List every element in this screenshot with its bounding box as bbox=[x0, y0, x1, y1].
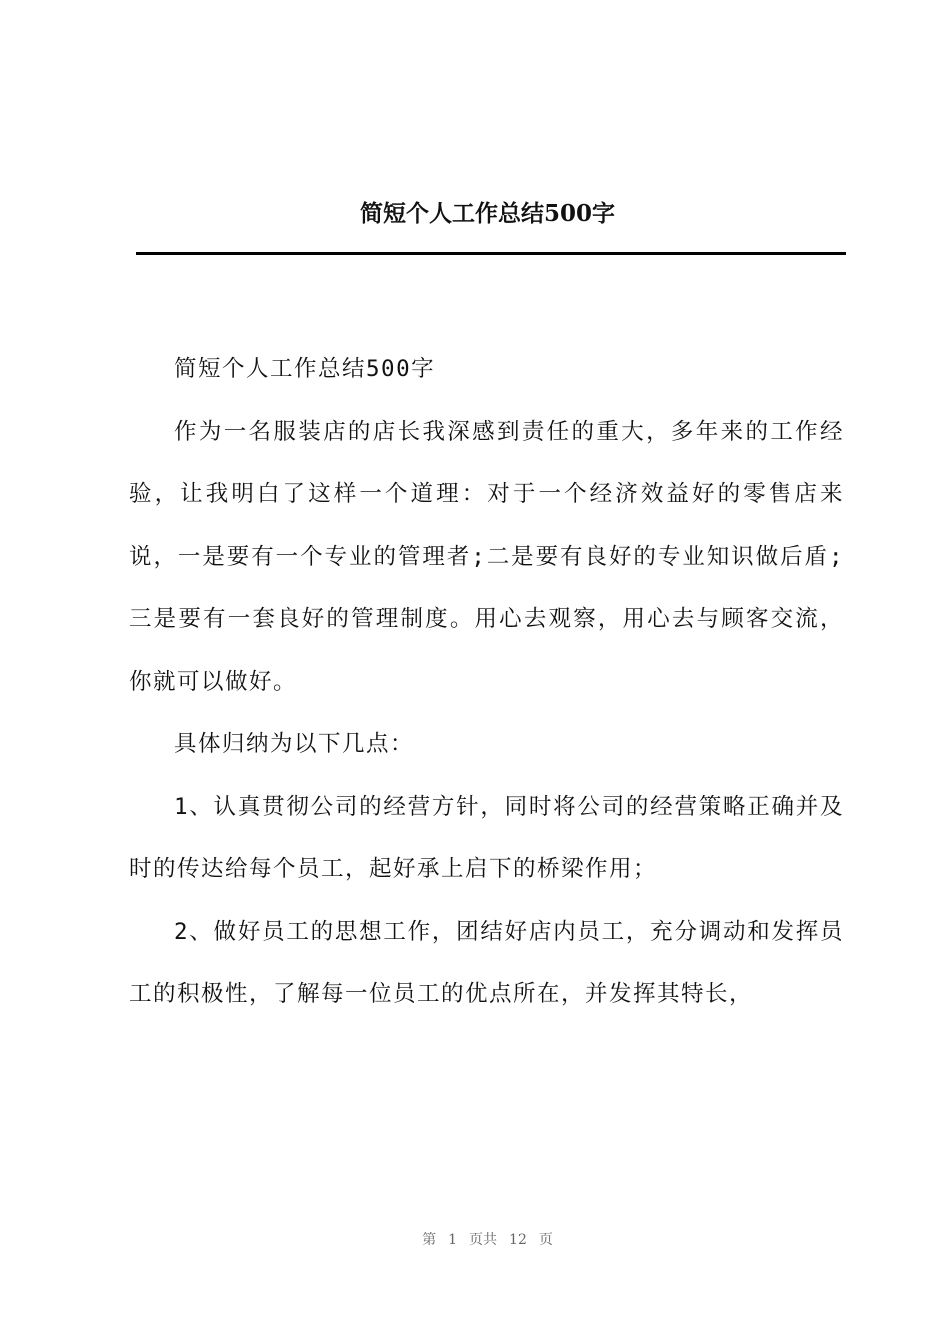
document-body bbox=[129, 338, 844, 1026]
total-pages: 12 bbox=[509, 1232, 527, 1248]
page-footer bbox=[0, 1229, 950, 1249]
paragraph: 作为一名服装店的店长我深感到责任的重大，多年来的工作经验，让我明白了这样一个道理：对于一个经济效益好的零售店来说，一是要有一个专业的管理者;二是要有良好的专业知识做后盾;三是要有一套良好的管理制度。用心去观察，用心去与顾客交流，你就可以做好。 bbox=[129, 418, 844, 695]
paragraph-heading: 简短个人工作总结500字 bbox=[174, 356, 436, 382]
document-title: 简短个人工作总结500字 bbox=[359, 200, 615, 227]
list-item: 2、做好员工的思想工作，团结好店内员工，充分调动和发挥员工的积极性，了解每一位员工的优点所在，并发挥其特长， bbox=[129, 918, 844, 1007]
paragraph: 具体归纳为以下几点： bbox=[174, 731, 415, 757]
list-item: 1、认真贯彻公司的经营方针，同时将公司的经营策略正确并及时的传达给每个员工，起好承上启下的桥梁作用； bbox=[129, 793, 844, 882]
footer-prefix: 第 bbox=[422, 1232, 437, 1248]
current-page-number: 1 bbox=[448, 1232, 458, 1248]
footer-mid: 页共 bbox=[469, 1232, 498, 1248]
title-underline bbox=[136, 252, 846, 255]
footer-suffix: 页 bbox=[538, 1232, 553, 1248]
